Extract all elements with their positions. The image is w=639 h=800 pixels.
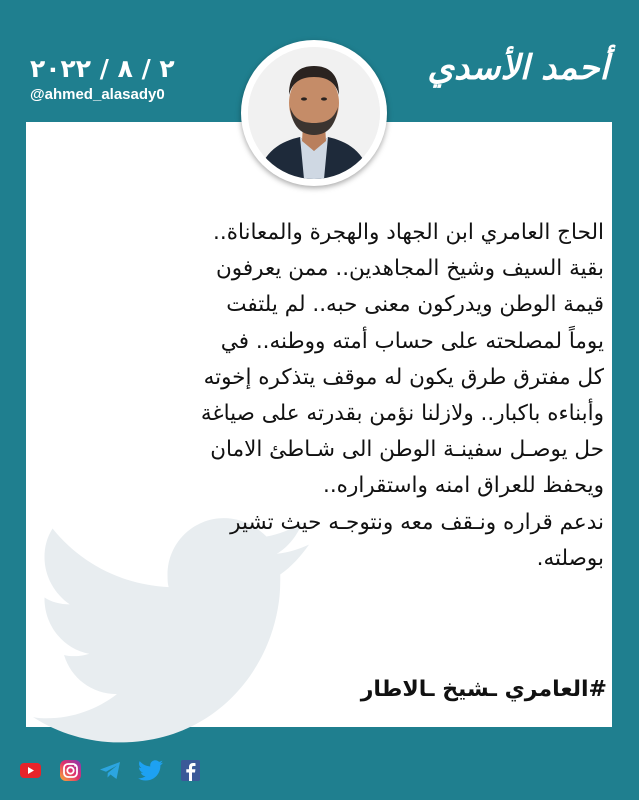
post-line: وأبناءه باكبار.. ولازلنا نؤمن بقدرته على صياغة [200, 401, 604, 427]
telegram-icon[interactable] [98, 758, 123, 783]
instagram-icon[interactable] [58, 758, 83, 783]
twitter-icon[interactable] [138, 758, 163, 783]
post-text [36, 215, 604, 577]
facebook-icon[interactable] [178, 758, 203, 783]
avatar [241, 40, 387, 186]
post-line: يوماً لمصلحته على حساب أمته ووطنه.. في [220, 328, 604, 354]
profile-photo [248, 47, 380, 179]
post-line: بوصلته. [536, 545, 604, 571]
post-line: كل مفترق طرق يكون له موقف يتذكره إخوته [203, 364, 604, 390]
social-links [18, 758, 203, 783]
header-date: ٢ / ٨ / ٢٠٢٢ [30, 54, 175, 83]
header-handle[interactable]: @ahmed_alasady0 [30, 86, 165, 103]
post-line: ويحفظ للعراق امنه واستقراره.. [323, 473, 604, 499]
post-line: بقية السيف وشيخ المجاهدين.. ممن يعرفون [216, 256, 604, 282]
youtube-icon[interactable] [18, 758, 43, 783]
header-name: أحمد الأسدي [427, 48, 609, 88]
post-line: حل يوصـل سفينـة الوطن الى شـاطئ الامان [210, 437, 604, 463]
post-line: الحاج العامري ابن الجهاد والهجرة والمعاناة.. [213, 220, 604, 245]
post-line: قيمة الوطن ويدركون معنى حبه.. لم يلتفت [226, 292, 604, 318]
post-line: ندعم قراره ونـقف معه ونتوجـه حيث تشير [230, 509, 604, 535]
person-portrait-icon [248, 47, 380, 179]
hashtag[interactable]: #العامري ـشيخ ـالاطار [360, 677, 607, 702]
